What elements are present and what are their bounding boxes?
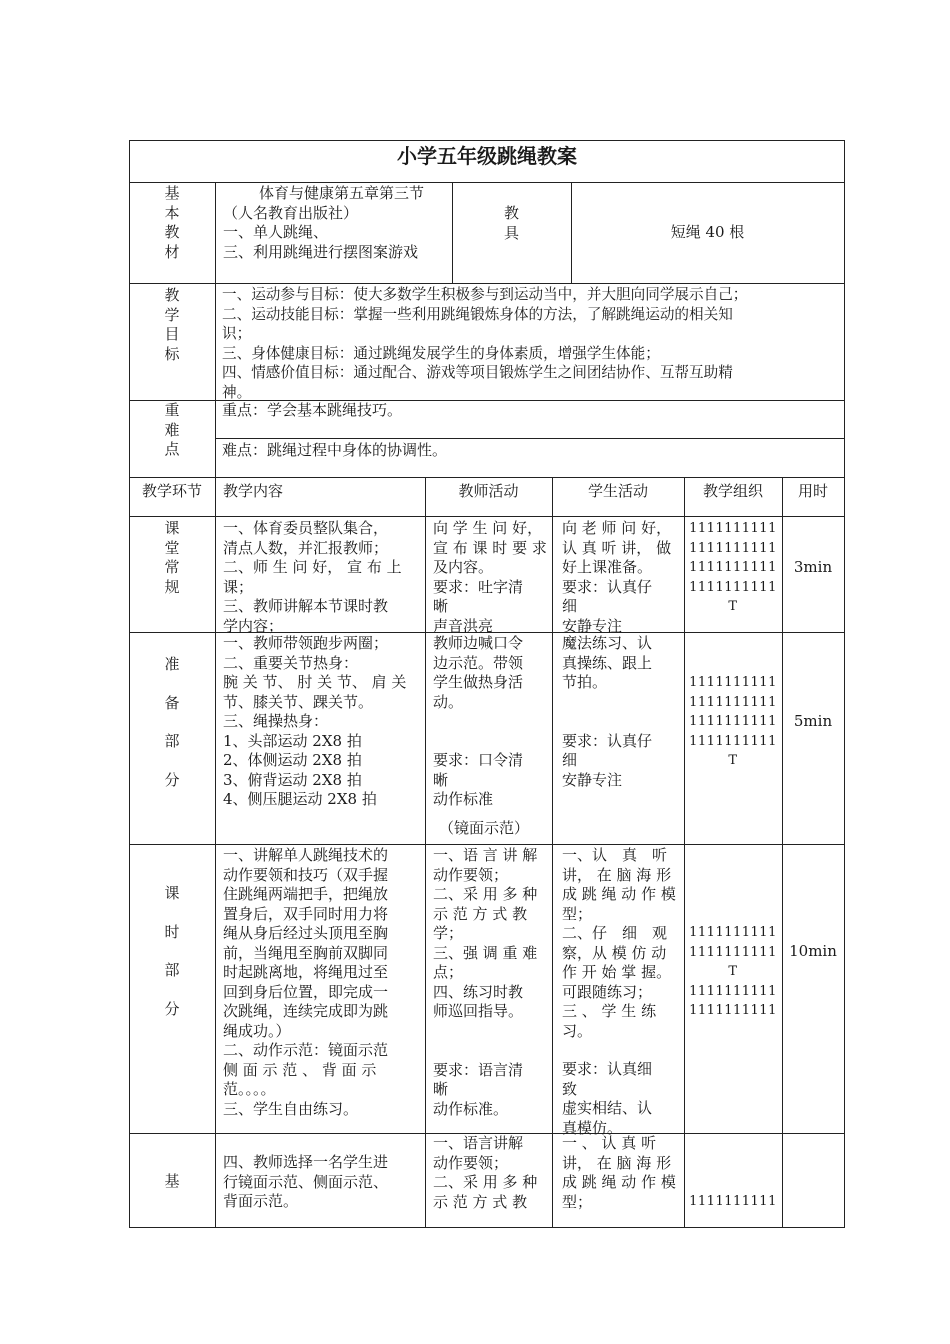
label-char: 分 [164, 770, 180, 789]
table-rule [215, 438, 845, 439]
basic-materials-content [223, 184, 451, 262]
text-line: 侧 面 示 范 、 背 面 示 [223, 1060, 377, 1079]
label-char: 教 [503, 204, 519, 222]
text-line: 要求：认真仔 [562, 731, 653, 750]
text-line: 学生做热身活 [433, 673, 524, 691]
stage-label-classroom-routine [129, 519, 215, 597]
text-line: 节拍。 [562, 673, 608, 691]
row-content [223, 846, 421, 1119]
row-teacher-activity [433, 519, 549, 636]
formation-line: 1111111111 [689, 540, 777, 556]
formation-line: 1111111111 [689, 521, 777, 536]
formation-line: 1111111111 [689, 1194, 777, 1209]
row-student-activity [562, 846, 682, 1138]
header-teaching-organization: 教学组织 [702, 482, 763, 500]
text-line: 二、师 生 问 好， 宣 布 上 [223, 558, 402, 576]
row-time: 3min [793, 558, 833, 576]
text-line: 型； [562, 1192, 593, 1211]
text-line: 虚实相结、认 [562, 1099, 653, 1117]
text-line: 成 跳 绳 动 作 模 [562, 885, 676, 903]
text-line: 要求：吐字清 [433, 577, 524, 596]
stage-label-preparation [129, 655, 215, 790]
text-line: 置身后，双手同时用力将 [223, 904, 389, 923]
text-line: 教师边喊口令 [433, 634, 524, 652]
row-student-activity [562, 634, 682, 790]
label-char: 分 [164, 999, 180, 1018]
label-char: 规 [164, 577, 180, 596]
text-line: 晰 [433, 770, 449, 789]
text-line: 一、运动参与目标：使大多数学生积极参与到运动当中，并大胆向同学展示自己； [222, 286, 748, 303]
table-rule [129, 516, 845, 517]
label-char: 标 [164, 344, 180, 363]
text-line: 三、教师讲解本节课时教 [223, 597, 389, 615]
table-border-right [844, 140, 845, 1228]
text-line: 动作标准 [433, 790, 494, 808]
row-teacher-activity [433, 1134, 549, 1212]
text-line: 型； [562, 904, 593, 923]
label-char: 本 [164, 203, 180, 222]
tools-value: 短绳 40 根 [670, 223, 745, 241]
text-line: 成 跳 绳 动 作 模 [562, 1173, 676, 1191]
text-line: 范。。。。 [223, 1080, 276, 1098]
table-rule [782, 477, 783, 1228]
text-line: 魔法练习、认 [562, 634, 653, 652]
text-line: 要求：口令清 [433, 751, 524, 769]
formation-line: 1111111111 [689, 925, 777, 940]
text-line: 三 、 学 生 练 [562, 1002, 657, 1020]
text-line: 一、教师带领跑步两圈； [223, 634, 389, 652]
teaching-goals-content [222, 285, 842, 402]
text-line: 晰 [433, 1080, 449, 1098]
text-line: 察，从 模 仿 动 [562, 943, 667, 962]
label-char: 部 [164, 732, 180, 750]
text-line: 一、单人跳绳、 [223, 223, 329, 241]
tools-label [452, 204, 571, 243]
text-line: 一、体育委员整队集合， [223, 519, 389, 537]
difficulty-point: 难点：跳绳过程中身体的协调性。 [222, 441, 448, 459]
label-char: 重 [164, 401, 180, 419]
text-line: 师巡回指导。 [433, 1002, 524, 1020]
text-line: 细 [562, 597, 578, 615]
label-char: 备 [164, 693, 180, 712]
text-line: 3、俯背运动 2X8 拍 [223, 770, 362, 789]
header-teacher-activity: 教师活动 [458, 482, 519, 500]
formation-line: 1111111111 [689, 1003, 777, 1018]
text-line: 向 老 师 问 好， [562, 519, 672, 537]
key-difficulty-label [129, 401, 215, 460]
text-line: （镜面示范） [439, 818, 530, 837]
text-line: 四、练习时教 [433, 982, 524, 1001]
text-line: 节、膝关节、踝关节。 [223, 692, 374, 711]
text-line: 致 [562, 1079, 578, 1098]
row-organization [684, 673, 782, 771]
label-char: 教 [164, 223, 180, 241]
text-line: 动作标准。 [433, 1099, 509, 1118]
text-line: 二、动作示范：镜面示范 [223, 1041, 389, 1059]
formation-line: 1111111111 [689, 733, 777, 749]
text-line: 一、语 言 讲 解 [433, 846, 538, 864]
row-student-activity [562, 1134, 682, 1212]
formation-line: 1111111111 [689, 675, 777, 690]
text-line: 要求：语言清 [433, 1060, 524, 1079]
label-char: 教 [164, 286, 180, 304]
text-line: 2、体侧运动 2X8 拍 [223, 751, 362, 769]
stage-label-basic [129, 1172, 215, 1192]
text-line: 一、认 真 听 [562, 846, 668, 864]
text-line: 背面示范。 [223, 1192, 299, 1210]
text-line: 动作要领和技巧（双手握 [223, 865, 389, 884]
text-line: 体育与健康第五章第三节 [259, 184, 425, 202]
text-line: 真模仿。 [562, 1118, 623, 1137]
table-rule [215, 182, 216, 1228]
text-line: 住跳绳两端把手，把绳放 [223, 885, 389, 903]
row-organization [684, 923, 782, 1021]
text-line: 点； [433, 963, 464, 981]
text-line: 行镜面示范、侧面示范、 [223, 1172, 389, 1191]
formation-line: T [728, 964, 738, 979]
row-teacher-activity [433, 846, 549, 1119]
text-line: 一、讲解单人跳绳技术的 [223, 846, 389, 864]
text-line: 向 学 生 问 好， [433, 519, 543, 537]
text-line: 边示范。带领 [433, 653, 524, 672]
text-line: 动作要领； [433, 1153, 509, 1172]
label-char: 准 [164, 655, 180, 673]
text-line: 作 开 始 掌 握。 [562, 963, 672, 981]
text-line: 二、采 用 多 种 [433, 885, 538, 903]
text-line: 动。 [433, 692, 464, 711]
text-line: 腕 关 节、 肘 关 节、 肩 关 [223, 673, 407, 691]
text-line: 绳从身后经过头顶甩至胸 [223, 924, 389, 942]
text-line: 讲， 在 脑 海 形 [562, 865, 672, 884]
label-char: 课 [164, 884, 180, 902]
formation-line: T [728, 599, 738, 614]
table-rule [552, 477, 553, 1228]
table-border-bottom [129, 1227, 845, 1228]
row-content [223, 1153, 421, 1212]
label-char: 常 [164, 558, 180, 576]
label-char: 目 [164, 325, 180, 343]
teaching-goals-label [129, 286, 215, 364]
text-line: 识； [222, 325, 252, 342]
text-line: 三、身体健康目标：通过跳绳发展学生的身体素质，增强学生体能； [222, 344, 660, 362]
text-line: 二、仔 细 观 [562, 924, 668, 942]
text-line: 一 、 认 真 听 [562, 1134, 657, 1152]
label-char: 时 [164, 922, 180, 941]
formation-line: 1111111111 [689, 714, 777, 729]
text-line: 清点人数，并汇报教师； [223, 538, 389, 557]
text-line: 课； [223, 577, 254, 596]
label-char: 具 [503, 223, 519, 242]
row-organization [684, 519, 782, 617]
text-line: 好上课准备。 [562, 558, 653, 576]
text-line: 宣 布 课 时 要 求 [433, 538, 547, 557]
text-line: 安静专注 [562, 770, 623, 789]
text-line: 晰 [433, 597, 449, 615]
text-line: （人名教育出版社） [223, 203, 359, 222]
text-line: 示 范 方 式 教 [433, 904, 528, 923]
text-line: 动作要领； [433, 865, 509, 884]
text-line: 二、采 用 多 种 [433, 1173, 538, 1191]
label-char: 基 [164, 184, 180, 202]
header-time: 用时 [797, 482, 828, 500]
text-line: 三、利用跳绳进行摆图案游戏 [223, 242, 419, 261]
text-line: 可跟随练习； [562, 982, 653, 1001]
text-line: 学内容； [223, 616, 284, 635]
text-line: 四、情感价值目标：通过配合、游戏等项目锻炼学生之间团结协作、互帮互助精 [222, 364, 733, 381]
formation-line: 1111111111 [689, 694, 777, 710]
formation-line: T [728, 753, 738, 768]
text-line: 习。 [562, 1021, 593, 1040]
text-line: 四、教师选择一名学生进 [223, 1153, 389, 1171]
row-time: 10min [789, 942, 837, 960]
text-line: 声音洪亮 [433, 616, 494, 635]
text-line: 细 [562, 751, 578, 769]
formation-line: 1111111111 [689, 579, 777, 595]
text-line: 讲， 在 脑 海 形 [562, 1153, 672, 1172]
text-line: 示 范 方 式 教 [433, 1192, 528, 1211]
label-char: 堂 [164, 538, 180, 557]
label-char: 难 [164, 420, 180, 439]
key-point: 重点：学会基本跳绳技巧。 [222, 401, 403, 419]
text-line: 要求：认真细 [562, 1060, 653, 1078]
table-rule [129, 283, 845, 284]
formation-line: 1111111111 [689, 944, 777, 960]
page-title: 小学五年级跳绳教案 [397, 144, 577, 168]
stage-label-lesson [129, 884, 215, 1019]
text-line: 1、头部运动 2X8 拍 [223, 731, 362, 750]
text-line: 回到身后位置，即完成一 [223, 982, 389, 1001]
formation-line: 1111111111 [689, 983, 777, 999]
table-rule [129, 844, 845, 845]
label-char: 课 [164, 519, 180, 537]
text-line: 认 真 听 讲， 做 [562, 538, 672, 557]
row-teacher-activity [433, 634, 549, 838]
header-teaching-content: 教学内容 [223, 482, 284, 500]
text-line: 及内容。 [433, 558, 494, 576]
label-char: 材 [164, 242, 180, 261]
label-char: 部 [164, 961, 180, 979]
text-line: 4、侧压腿运动 2X8 拍 [223, 790, 377, 808]
table-rule [425, 477, 426, 1228]
text-line: 一、语言讲解 [433, 1134, 524, 1152]
text-line: 三、学生自由练习。 [223, 1099, 359, 1118]
text-line: 要求：认真仔 [562, 577, 653, 596]
text-line: 三、强 调 重 难 [433, 943, 538, 962]
text-line: 安静专注 [562, 616, 623, 635]
text-line: 三、绳操热身： [223, 712, 329, 730]
basic-materials-label [129, 184, 215, 262]
text-line: 时起跳离地，将绳甩过至 [223, 963, 389, 981]
text-line: 二、运动技能目标：掌握一些利用跳绳锻炼身体的方法，了解跳绳运动的相关知 [222, 305, 733, 323]
label-char: 学 [164, 305, 180, 324]
row-content [223, 634, 421, 810]
label-char: 点 [164, 440, 180, 458]
header-teaching-stage: 教学环节 [141, 482, 202, 500]
text-line: 二、重要关节热身： [223, 653, 359, 672]
text-line: 前，当绳甩至胸前双脚同 [223, 943, 389, 962]
row-content [223, 519, 421, 636]
row-organization [684, 1192, 782, 1212]
row-student-activity [562, 519, 682, 636]
table-rule [129, 477, 845, 478]
row-time: 5min [793, 712, 833, 730]
text-line: 真操练、跟上 [562, 653, 653, 672]
text-line: 次跳绳，连续完成即为跳 [223, 1002, 389, 1020]
text-line: 绳成功。） [223, 1021, 291, 1040]
formation-line: 1111111111 [689, 560, 777, 575]
header-student-activity: 学生活动 [587, 482, 648, 500]
text-line: 学； [433, 924, 464, 942]
text-line: 神。 [222, 383, 252, 401]
label-char: 基 [164, 1172, 180, 1190]
